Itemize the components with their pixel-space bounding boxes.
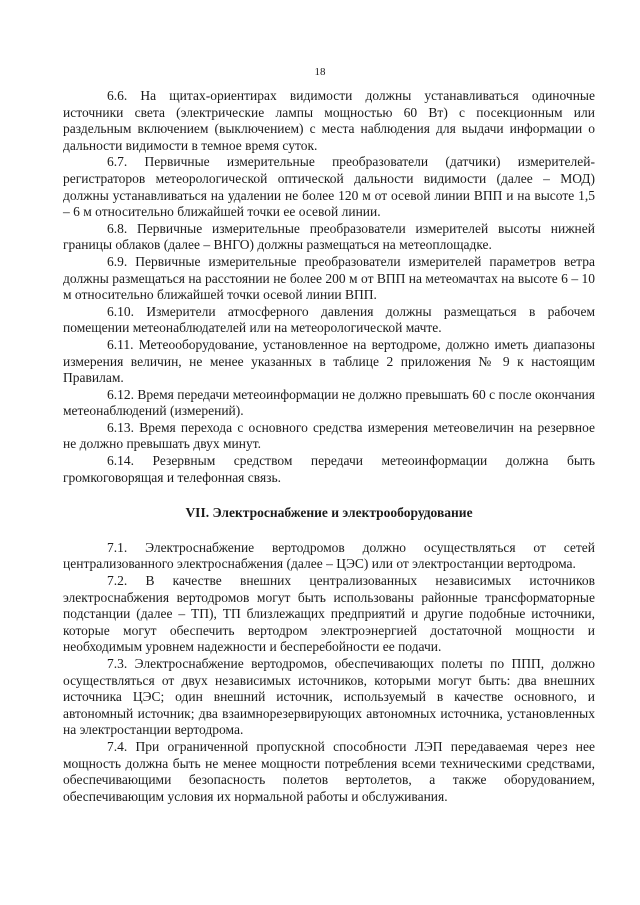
paragraph-7-2: 7.2. В качестве внешних централизованных независимых источников электроснабжения вертодромов могут быть использованы районные трансформаторные подстанции (далее – ТП), ТП близлежащих предприятий и другие подобные источники, которые могут обеспечить вертодром электроэнергией достаточной мощности и необходимым уровнем надежности и бесперебойности ее подачи. [63, 573, 595, 655]
paragraph-6-11: 6.11. Метеооборудование, установленное на вертодроме, должно иметь диапазоны измерения величин, не менее указанных в таблице 2 приложения № 9 к настоящим Правилам. [63, 336, 595, 386]
paragraph-6-9: 6.9. Первичные измерительные преобразователи измерителей параметров ветра должны размещаться на расстоянии не более 200 м от ВПП на метеомачтах на высоте 6 – 10 м относительно ближайшей точки осевой линии ВПП. [63, 253, 595, 303]
paragraph-6-14: 6.14. Резервным средством передачи метеоинформации должна быть громкоговорящая и телефонная связь. [63, 453, 595, 485]
page-number: 18 [314, 66, 326, 78]
paragraph-6-7: 6.7. Первичные измерительные преобразователи (датчики) измерителей-регистраторов метеорологической оптической дальности видимости (далее – МОД) должны устанавливаться на удалении не более 120 м от осевой линии ВПП и на высоте 1,5 – 6 м относительно ближайшей точки ее осевой линии. [63, 154, 595, 220]
paragraph-6-8: 6.8. Первичные измерительные преобразователи измерителей высоты нижней границы облаков (далее – ВНГО) должны размещаться на метеоплощадке. [63, 220, 595, 253]
section-heading: VII. Электроснабжение и электрооборудование [185, 505, 473, 521]
paragraph-6-12: 6.12. Время передачи метеоинформации не должно превышать 60 с после окончания метеонаблюдений (измерений). [63, 386, 595, 419]
paragraph-7-4: 7.4. При ограниченной пропускной способности ЛЭП передаваемая через нее мощность должна быть не менее мощности потребления всеми техническими средствами, обеспечивающими безопасность полетов вертолетов, а также оборудованием, обеспечивающим условия их нормальной работы и обслуживания. [63, 738, 595, 804]
paragraph-6-6: 6.6. На щитах-ориентирах видимости должны устанавливаться одиночные источники света (электрические лампы мощностью 60 Вт) с посекционным или раздельным включением (выключением) с места наблюдения для выдачи информации о дальности видимости в темное время суток. [63, 88, 595, 153]
paragraph-6-10: 6.10. Измерители атмосферного давления должны размещаться в рабочем помещении метеонаблюдателей или на метеорологической мачте. [63, 303, 595, 336]
paragraph-6-13: 6.13. Время перехода с основного средства измерения метеовеличин на резервное не должно превышать двух минут. [63, 419, 595, 452]
paragraph-7-3: 7.3. Электроснабжение вертодромов, обеспечивающих полеты по ППП, должно осуществляться от двух независимых источников, которыми могут быть: два внешних источника ЦЭС; один внешний источник, используемый в качестве основного, и автономный источник; два взаимнорезервирующих автономных источника, установленных на электростанции вертодрома. [63, 656, 595, 738]
document-body [63, 88, 595, 805]
paragraph-7-1: 7.1. Электроснабжение вертодромов должно осуществляться от сетей централизованного электроснабжения (далее – ЦЭС) или от электростанции вертодрома. [63, 539, 595, 572]
